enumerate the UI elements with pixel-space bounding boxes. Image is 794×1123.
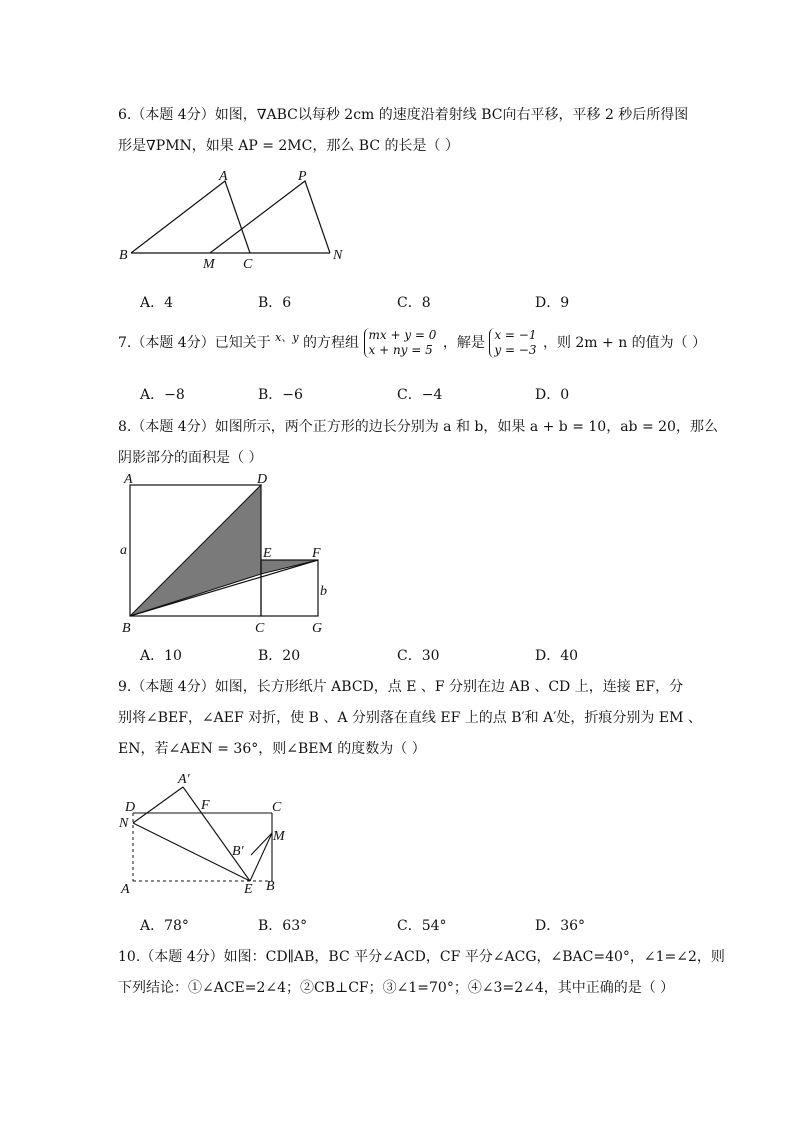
q7-sol2: y = −3: [494, 343, 537, 357]
q9-option-d[interactable]: D．36°: [535, 918, 586, 934]
q7-eq2: x + ny = 5: [368, 343, 433, 357]
q7-option-b[interactable]: B．−6: [258, 387, 303, 403]
label-n: N: [119, 816, 129, 831]
label-a: A: [124, 472, 133, 487]
triangle-pmn: [210, 181, 330, 253]
label-b: B: [122, 621, 131, 636]
label-d: D: [125, 800, 136, 815]
q7-mid: 的方程组: [303, 335, 360, 351]
label-n: N: [333, 248, 343, 263]
q7-vars: x、y: [275, 331, 299, 344]
q6-option-b[interactable]: B．6: [258, 295, 292, 311]
q8-option-b[interactable]: B．20: [258, 648, 301, 664]
label-f: F: [201, 798, 210, 813]
q6-line2: 形是∇PMN，如果 AP = 2MC，那么 BC 的长是（ ）: [118, 138, 459, 154]
label-a: A: [219, 169, 228, 184]
label-c: C: [272, 800, 282, 815]
label-g: G: [312, 621, 323, 636]
label-side-b: b: [320, 584, 327, 599]
q6-option-a[interactable]: A．4: [140, 295, 174, 311]
label-m: M: [273, 829, 285, 844]
q7-suffix: ，则 2m + n 的值为（ ）: [542, 335, 707, 351]
q9-line2: 别将∠BEF，∠AEF 对折，使 B 、A 分别落在直线 EF 上的点 B′和 A′处，折痕分别为 EM 、: [118, 710, 702, 726]
q10-line2: 下列结论：①∠ACE=2∠4；②CB⊥CF；③∠1=70°；④∠3=2∠4，其中正确的是（ ）: [118, 980, 675, 996]
label-e: E: [263, 546, 272, 561]
label-m: M: [203, 257, 215, 272]
fold-n-a1: [133, 787, 183, 823]
fold-m-b1: [251, 833, 272, 855]
q8-option-a[interactable]: A．10: [140, 648, 182, 664]
q7-option-c[interactable]: C．−4: [397, 387, 443, 403]
q8-line1: 8.（本题 4分）如图所示，两个正方形的边长分别为 a 和 b，如果 a + b = 10，ab = 20，那么: [118, 419, 718, 435]
q9-option-a[interactable]: A．78°: [140, 918, 189, 934]
q8-option-d[interactable]: D．40: [535, 648, 579, 664]
q9-line3: EN，若∠AEN = 36°，则∠BEM 的度数为（ ）: [118, 741, 426, 757]
label-f: F: [312, 546, 321, 561]
label-side-a: a: [120, 543, 127, 558]
q9-line1: 9.（本题 4分）如图，长方形纸片 ABCD，点 E 、F 分别在边 AB 、CD 上，连接 EF，分: [118, 679, 684, 695]
q9-option-b[interactable]: B．63°: [258, 918, 308, 934]
q6-figure: [115, 165, 355, 275]
label-e: E: [244, 882, 253, 897]
q8-option-c[interactable]: C．30: [397, 648, 440, 664]
q7-sol-word: ，解是: [442, 335, 485, 351]
q7-option-a[interactable]: A．−8: [140, 387, 185, 403]
label-b: B: [119, 248, 128, 263]
q7-option-d[interactable]: D．0: [535, 387, 570, 403]
q7-solution: [489, 328, 538, 358]
q8-line2: 阴影部分的面积是（ ）: [118, 450, 263, 466]
q6-line1: 6.（本题 4分）如图，∇ABC以每秒 2cm 的速度沿着射线 BC向右平移，平移 2 秒后所得图: [118, 107, 689, 123]
q6-option-d[interactable]: D．9: [535, 295, 570, 311]
q7-sol1: x = −1: [494, 328, 537, 342]
q7-eq1: mx + y = 0: [368, 328, 437, 342]
label-c: C: [255, 621, 265, 636]
crease-em: [250, 833, 272, 881]
q9-option-c[interactable]: C．54°: [397, 918, 447, 934]
q10-line1: 10.（本题 4分）如图：CD∥AB，BC 平分∠ACD，CF 平分∠ACG，∠BAC=40°，∠1=∠2，则: [118, 949, 725, 965]
label-a: A: [121, 882, 130, 897]
q7-system: [364, 328, 439, 358]
line-a1-e: [183, 787, 250, 881]
label-a-prime: A′: [178, 772, 190, 787]
label-b: B: [266, 879, 275, 894]
label-p: P: [298, 169, 307, 184]
label-b-prime: B′: [232, 844, 244, 859]
label-d: D: [257, 472, 268, 487]
q6-option-c[interactable]: C．8: [397, 295, 431, 311]
q9-figure: [115, 765, 305, 900]
q8-figure: [115, 470, 345, 640]
q7-prefix: 7.（本题 4分）已知关于: [118, 335, 271, 351]
label-c: C: [243, 257, 253, 272]
triangle-abc: [131, 181, 250, 253]
q7-line: [118, 328, 706, 358]
